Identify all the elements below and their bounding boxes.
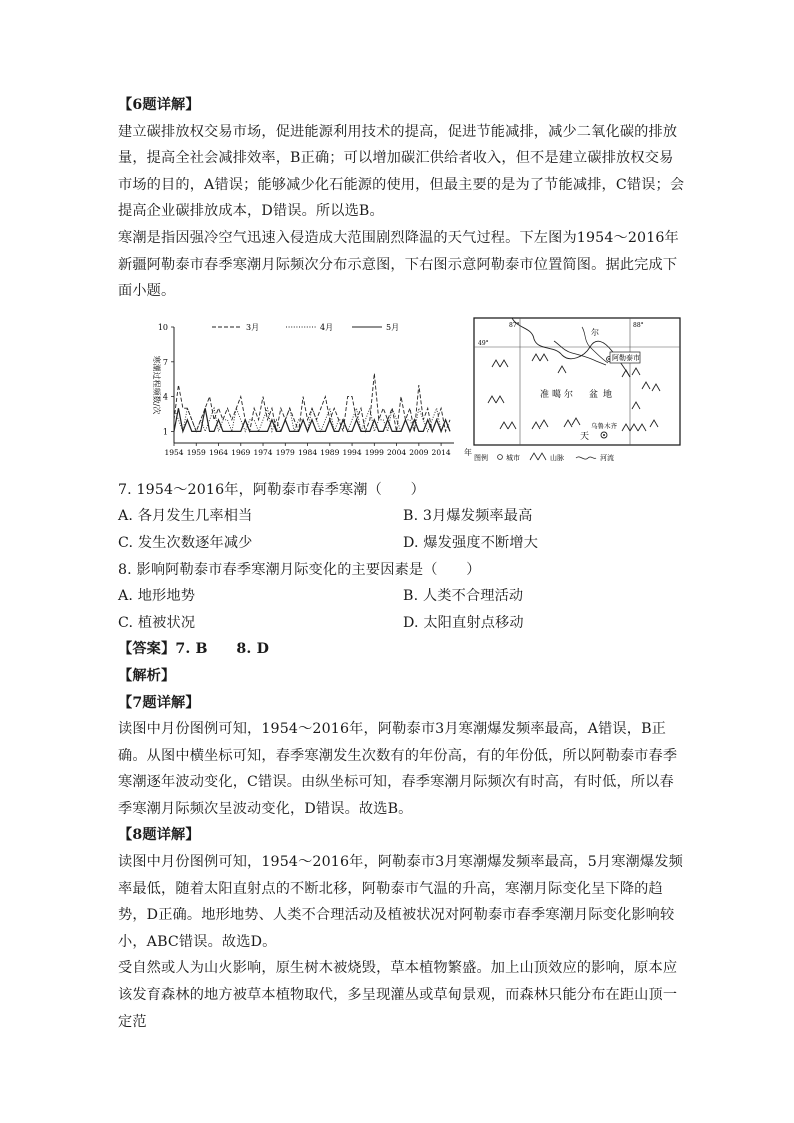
sec6-heading: 【6题详解】 xyxy=(118,97,200,113)
q7-option-b: B. 3月爆发频率最高 xyxy=(403,508,533,525)
answer-line: 【答案】7. B 8. D xyxy=(118,641,270,658)
legend-river-icon xyxy=(576,457,596,459)
urumqi-label: 乌鲁木齐 xyxy=(591,421,617,430)
lon-label-2: 88° xyxy=(633,321,644,329)
x-tick-label: 1974 xyxy=(253,447,273,457)
y-tick-label: 1 xyxy=(162,427,168,437)
y-tick-label: 4 xyxy=(162,392,168,402)
x-tick-label: 1959 xyxy=(186,447,206,457)
map-frame xyxy=(474,318,680,445)
x-tick-label: 1979 xyxy=(275,447,295,457)
y-axis-label: 寒潮过程频数/次 xyxy=(152,355,161,415)
basin-label-a: 准 xyxy=(540,389,550,400)
y-tick-label: 7 xyxy=(162,357,168,367)
sec6-body: 建立碳排放权交易市场，促进能源利用技术的提高，促进节能减排，减少二氧化碳的排放量，提高全社会减排效率，B正确；可以增加碳汇供给者收入，但不是建立碳排放权交易市场的目的，A错误；能够减少化石能源的使用，但最主要的是为了节能减排，C错误；会提高企业碳排放成本，D错误。所以选B。 xyxy=(118,123,685,220)
basin-label-e: 地 xyxy=(603,389,613,400)
location-map xyxy=(472,317,682,467)
chart-legend xyxy=(212,323,399,332)
sec7-heading: 【7题详解】 xyxy=(118,694,200,711)
analysis-heading: 【解析】 xyxy=(118,667,176,684)
tail-paragraph: 受自然或人为山火影响，原生树木被烧毁，草本植物繁盛。加上山顶效应的影响，原本应该发育森林的地方被草本植物取代，多呈现灌丛或草甸景观，而森林只能分布在距山顶一定范 xyxy=(118,960,678,1030)
tian-label: 天 xyxy=(580,431,590,442)
q7-option-a: A. 各月发生几率相当 xyxy=(118,508,253,525)
q7-option-d: D. 爆发强度不断增大 xyxy=(403,534,539,551)
q7-option-c: C. 发生次数逐年减少 xyxy=(118,534,253,551)
legend-title: 图例 xyxy=(474,453,488,462)
lat-label: 49° xyxy=(478,339,489,347)
legend-river: 河流 xyxy=(600,453,614,462)
y-tick-label: 10 xyxy=(157,322,168,332)
x-tick-label: 1994 xyxy=(342,447,362,457)
q7-options xyxy=(118,503,686,556)
sec8-heading: 【8题详解】 xyxy=(118,827,200,844)
x-tick-label: 1964 xyxy=(208,447,229,457)
basin-label-b: 噶 xyxy=(552,389,562,400)
q8-stem: 8. 影响阿勒泰市春季寒潮月际变化的主要因素是（ ） xyxy=(118,561,481,578)
q8-option-a: A. 地形地势 xyxy=(118,588,196,605)
x-tick-label: 1954 xyxy=(164,447,184,457)
chart-series xyxy=(174,373,450,431)
sec7-body: 读图中月份图例可知，1954～2016年，阿勒泰市3月寒潮爆发频率最高，A错误，B正确。从图中横坐标可知，春季寒潮发生次数有的年份高，有的年份低，所以阿勒泰市春季寒潮逐年波动变化，C错误。由纵坐标可知，春季寒潮月际频次有时高，有时低，所以春季寒潮月际频次呈波动变化，D错误。故选B。 xyxy=(118,721,678,817)
x-tick-label: 1999 xyxy=(364,447,384,457)
legend-label-3: 5月 xyxy=(386,322,400,332)
sec8-body: 读图中月份图例可知，1954～2016年，阿勒泰市3月寒潮爆发频率最高，5月寒潮爆发频率最低，随着太阳直射点的不断北移，阿勒泰市气温的升高，寒潮月际变化呈下降的趋势，D正确。地形地势、人类不合理活动及植被状况对阿勒泰市春季寒潮月际变化影响较小，ABC错误。故选D。 xyxy=(118,854,683,950)
basin-label-d: 盆 xyxy=(589,389,599,400)
x-tick-label: 2009 xyxy=(409,447,429,457)
legend-mountain: 山脉 xyxy=(550,453,564,462)
legend-city: 城市 xyxy=(506,453,520,462)
q8-option-c: C. 植被状况 xyxy=(118,614,196,631)
x-tick-label: 2014 xyxy=(431,447,451,457)
series-line-1 xyxy=(174,373,450,431)
x-tick-label: 2004 xyxy=(387,447,407,457)
legend-label-2: 4月 xyxy=(320,322,334,332)
city-label: 阿勒泰市 xyxy=(612,353,640,362)
cold-wave-line-chart xyxy=(138,315,476,471)
q8-option-b: B. 人类不合理活动 xyxy=(403,588,524,605)
legend-mountain-icon xyxy=(530,453,546,460)
figure-row xyxy=(118,315,686,471)
er-label: 尔 xyxy=(591,327,599,337)
legend-label-1: 3月 xyxy=(246,322,260,332)
chart-axes xyxy=(152,323,472,457)
q8-option-d: D. 太阳直射点移动 xyxy=(403,614,524,631)
q8-options xyxy=(118,583,686,636)
intro-paragraph: 寒潮是指因强冷空气迅速入侵造成大范围剧烈降温的天气过程。下左图为1954～2016年新疆阿勒泰市春季寒潮月际频次分布示意图，下右图示意阿勒泰市位置简图。据此完成下面小题。 xyxy=(118,229,679,300)
x-tick-label: 1989 xyxy=(320,447,340,457)
x-tick-label: 1969 xyxy=(231,447,251,457)
legend-city-icon xyxy=(498,454,503,459)
document-page xyxy=(118,92,686,1035)
basin-label-c: 尔 xyxy=(564,389,574,400)
lon-label: 87° xyxy=(509,321,520,329)
q7-stem: 7. 1954～2016年，阿勒泰市春季寒潮（ ） xyxy=(118,481,425,498)
x-tick-label: 1984 xyxy=(298,447,318,457)
map-legend xyxy=(474,453,614,462)
x-axis-label: 年 xyxy=(464,447,472,457)
